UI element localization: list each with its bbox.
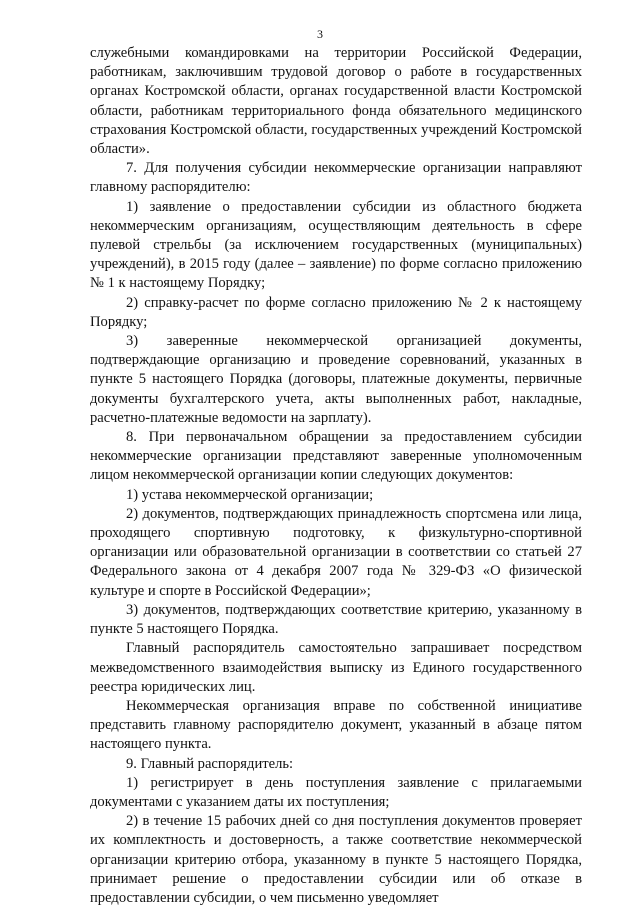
paragraph-7-2-calculation: 2) справку-расчет по форме согласно приложению № 2 к настоящему Порядку; bbox=[90, 294, 582, 330]
document-body bbox=[90, 44, 582, 908]
paragraph-item-8: 8. При первоначальном обращении за предоставлением субсидии некоммерческие организации представляют заверенные уполномоченным лицом некоммерческой организации копии следующих документов: bbox=[90, 429, 582, 484]
paragraph-8-1-charter: 1) устава некоммерческой организации; bbox=[126, 486, 374, 503]
paragraph-9-2-review: 2) в течение 15 рабочих дней со дня поступления документов проверяет их комплектность и достоверность, а также соответствие некоммерческой организации критерию отбора, указанному в пункте 5 настоящего Порядка, принимает решение о предоставлении субсидии или об отказе в предоставлении субсидии, о чем письменно уведомляет bbox=[90, 813, 582, 906]
paragraph-item-7: 7. Для получения субсидии некоммерческие организации направляют главному распорядителю: bbox=[90, 160, 582, 196]
paragraph-own-initiative: Некоммерческая организация вправе по собственной инициативе представить главному распорядителю документ, указанный в абзаце пятом настоящего пункта. bbox=[90, 697, 582, 753]
paragraph-7-1-application: 1) заявление о предоставлении субсидии из областного бюджета некоммерческим организациям, осуществляющим деятельность в сфере пулевой стрельбы (за исключением государственных (муниципальных) учреждений), в 2015 году (далее – заявление) по форме согласно приложению № 1 к настоящему Порядку; bbox=[90, 198, 582, 292]
paragraph-item-9: 9. Главный распорядитель: bbox=[126, 755, 294, 772]
page-number: 3 bbox=[317, 27, 323, 41]
paragraph-registry-request: Главный распорядитель самостоятельно запрашивает посредством межведомственного взаимодействия выписку из Единого государственного реестра юридических лиц. bbox=[90, 640, 582, 695]
paragraph-8-2-affiliation: 2) документов, подтверждающих принадлежность спортсмена или лица, проходящего спортивную подготовку, к физкультурно-спортивной организации или образовательной организации в соответствии со статьей 27 Федерального закона от 4 декабря 2007 года № 329-ФЗ «О физической культуре и спорте в Российской Федерации»; bbox=[90, 505, 582, 599]
paragraph-7-3-documents: 3) заверенные некоммерческой организацией документы, подтверждающие организацию и проведение соревнований, указанных в пункте 5 настоящего Порядка (договоры, платежные документы, первичные документы бухгалтерского учета, акты выполненных работ, накладные, расчетно-платежные ведомости на зарплату). bbox=[90, 333, 582, 426]
paragraph-continuation: служебными командировками на территории Российской Федерации, работникам, заключившим трудовой договор о работе в государственных органах Костромской области, органах государственной власти Костромской области, работникам территориального фонда обязательного медицинского страхования Костромской области, государственных учреждений Костромской области». bbox=[90, 45, 582, 158]
paragraph-9-1-registration: 1) регистрирует в день поступления заявление с прилагаемыми документами с указанием даты их поступления; bbox=[90, 774, 582, 810]
paragraph-8-3-criterion: 3) документов, подтверждающих соответствие критерию, указанному в пункте 5 настоящего Порядка. bbox=[90, 601, 582, 638]
